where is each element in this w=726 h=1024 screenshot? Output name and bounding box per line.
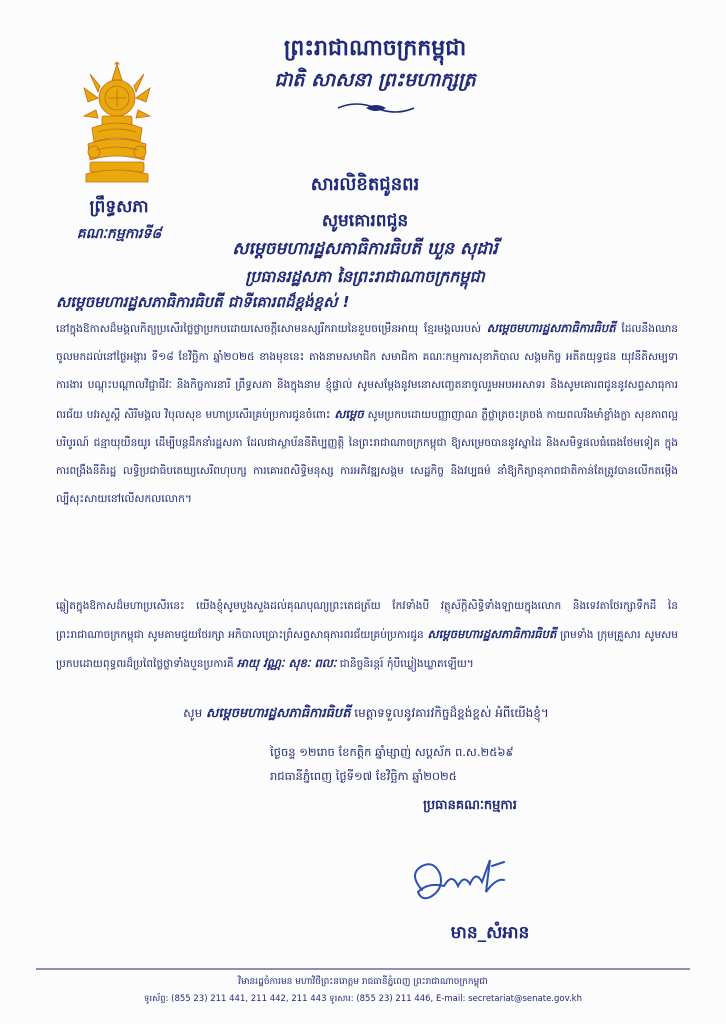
body-paragraph-2 <box>56 592 678 679</box>
para1-emphasis-b: សម្តេចមហារដ្ឋសភាធិការធិបតី <box>486 321 616 335</box>
signer-title: ប្រធានគណៈកម្មការ <box>423 798 517 813</box>
para1-text-a: នៅក្នុងឱកាសដ៏មង្គលកិត្យប្រសើរថ្លៃថ្លាប្រកបដោយសេចក្តីសោមនស្សរីករាយនៃខួបចម្រើនអាយុ ខ្មែរមង្គលរបស់ <box>56 323 487 335</box>
para2-text-e: ជានិច្ចនិរន្តរ៍ កុំបីឃ្លៀងឃ្លាតឡើយ។ <box>336 658 474 671</box>
respect-line: សូមគោរពជូន <box>321 211 409 231</box>
para2-text-a: ឆ្លៀតក្នុងឱកាសដ៏មហាប្រសើរនេះ យើងខ្ញុំសូមបួងសួងដល់គុណបុណ្យព្រះតេជត្រ័យ កែវទាំងបី វត្ថុស័ក្តិសិទ្ធិទាំងឡាយក្នុងលោក និងទេវតាថែរក្សាទឹកដី នៃព្រះរាជាណាចក្រកម្ពុជា សូមតាមជួយថែរក្សា អភិបាលប្រោះព្រំសព្ទសាធុការពរជ័យគ្រប់ប្រការជូន <box>56 600 678 642</box>
kingdom-heading: ព្រះរាជាណាចក្រកម្ពុជា <box>283 36 467 61</box>
footer-divider <box>36 968 690 970</box>
para1-text-c: ដែលនឹងឈានចូលមកដល់នៅថ្ងៃអង្គារ ទី១៨ ខែវិច្ឆិកា ឆ្នាំ២០២៥ ខាងមុខនេះ តាងនាមសមាជិក សមាជិកា គណៈកម្មការសុខាភិបាល សង្គមកិច្ច អតីតយុទ្ធជន យុវនីតិសម្បទា ការងារ បណ្តុះបណ្តាលវិជ្ជាជីវៈ និងកិច្ចការនារី ព្រឹទ្ធសភា និងក្នុងនាម ខ្ញុំផ្ទាល់ សូមសម្តែងនូវមនោសញ្ចេតនាចូលរួមអបអរសាទរ និងសូមគោរពជូននូវសព្ទសាធុការពរជ័យ បវរសួស្តី សិរីមង្គល វិបុលសុខ មហាប្រសើរគ្រប់ប្រការជូនចំពោះ <box>56 323 678 421</box>
para2-text-c: ព្រមទាំង ក្រុមគ្រួសារ សូមសមប្រកបដោយពុទ្ធពរដ៏ប្រពៃថ្លៃថ្លាទាំងបួនប្រការគឺ <box>56 629 678 671</box>
lunar-date: ថ្ងៃចន្ទ ១២រោច ខែកត្តិក ឆ្នាំម្សាញ់ សប្តស័ក ព.ស.២៥៦៩ <box>270 745 514 759</box>
para2-emphasis-b: សម្តេចមហារដ្ឋសភាធិការធិបតី <box>427 627 557 642</box>
closing-line <box>56 700 676 727</box>
national-motto: ជាតិ សាសនា ព្រះមហាក្សត្រ <box>274 69 476 91</box>
senate-emblem-icon <box>78 58 156 188</box>
ornament-divider <box>336 100 416 116</box>
recipient-name: សម្តេចមហារដ្ឋសភាធិការធិបតី ឃួន សុដារី <box>232 239 498 259</box>
recipient-role: ប្រធានរដ្ឋសភា នៃព្រះរាជាណាចក្រកម្ពុជា <box>245 267 485 286</box>
solar-date: រាជធានីភ្នំពេញ ថ្ងៃទី១៧ ខែវិច្ឆិកា ឆ្នាំ២០២៥ <box>270 769 457 783</box>
signer-name: មាន_សំអាន <box>450 923 530 943</box>
para2-emphasis-d: អាយុ វណ្ណៈ សុខៈ ពលៈ <box>236 656 337 671</box>
closing-text-a: សូម <box>183 706 207 720</box>
para1-text-e: សូមប្រកបដោយបញ្ញាញាណ ភ្លឺថ្លាត្រចះត្រចង់ កាយពលរឹងមាំខ្លាំងក្លា សុខភាពល្អបរិបូរណ៍ ជន្មាយុយឺនយូរ ដើម្បីបន្តដឹកនាំរដ្ឋសភា ដែលជាស្ថាប័ននីតិប្បញ្ញត្តិ នៃព្រះរាជាណាចក្រកម្ពុជា ឱ្យសម្រេចបាននូវស្នាដៃ និងសមិទ្ធផលធំធេងថែមទៀត ក្នុងការពង្រឹងនីតិរដ្ឋ លទ្ធិប្រជាធិបតេយ្យសេរីពហុបក្ស ការគោរពសិទ្ធិមនុស្ស ការអភិវឌ្ឍសង្គម សេដ្ឋកិច្ច និងវប្បធម៌ នាំឱ្យកិត្យានុភាពជាតិកាន់តែត្រូវបានលើកតម្កើងល្បីសុះសាយនៅលើសកលលោក។ <box>56 408 678 506</box>
committee-name: គណៈកម្មការទី៨ <box>76 226 162 242</box>
para1-emphasis-d: សម្តេច <box>334 406 364 421</box>
closing-emphasis: សម្តេចមហារដ្ឋសភាធិការធិបតី <box>206 706 351 721</box>
closing-text-c: មេត្តាទទួលនូវគារវកិច្ចដ៏ខ្ពង់ខ្ពស់ អំពីយើងខ្ញុំ។ <box>350 706 549 720</box>
footer-contact: ទូរស័ព្ទ: (855 23) 211 441, 211 442, 211 443 ទូរសារ: (855 23) 211 446, E-mail: secretariat@senate.gov.kh <box>144 994 582 1004</box>
body-paragraph-1 <box>56 314 678 513</box>
handwritten-signature <box>400 852 524 912</box>
salutation: សម្តេចមហារដ្ឋសភាធិការធិបតី ជាទីគោរពដ៏ខ្ពង់ខ្ពស់ ! <box>56 293 350 311</box>
document-title: សារលិខិតជូនពរ <box>310 174 420 195</box>
footer-address: វិមានរដ្ឋចំការមន មហាវិថីព្រះនរោត្តម រាជធានីភ្នំពេញ ព្រះរាជាណាចក្រកម្ពុជា <box>238 977 488 987</box>
institution-name: ព្រឹទ្ធសភា <box>89 197 149 217</box>
